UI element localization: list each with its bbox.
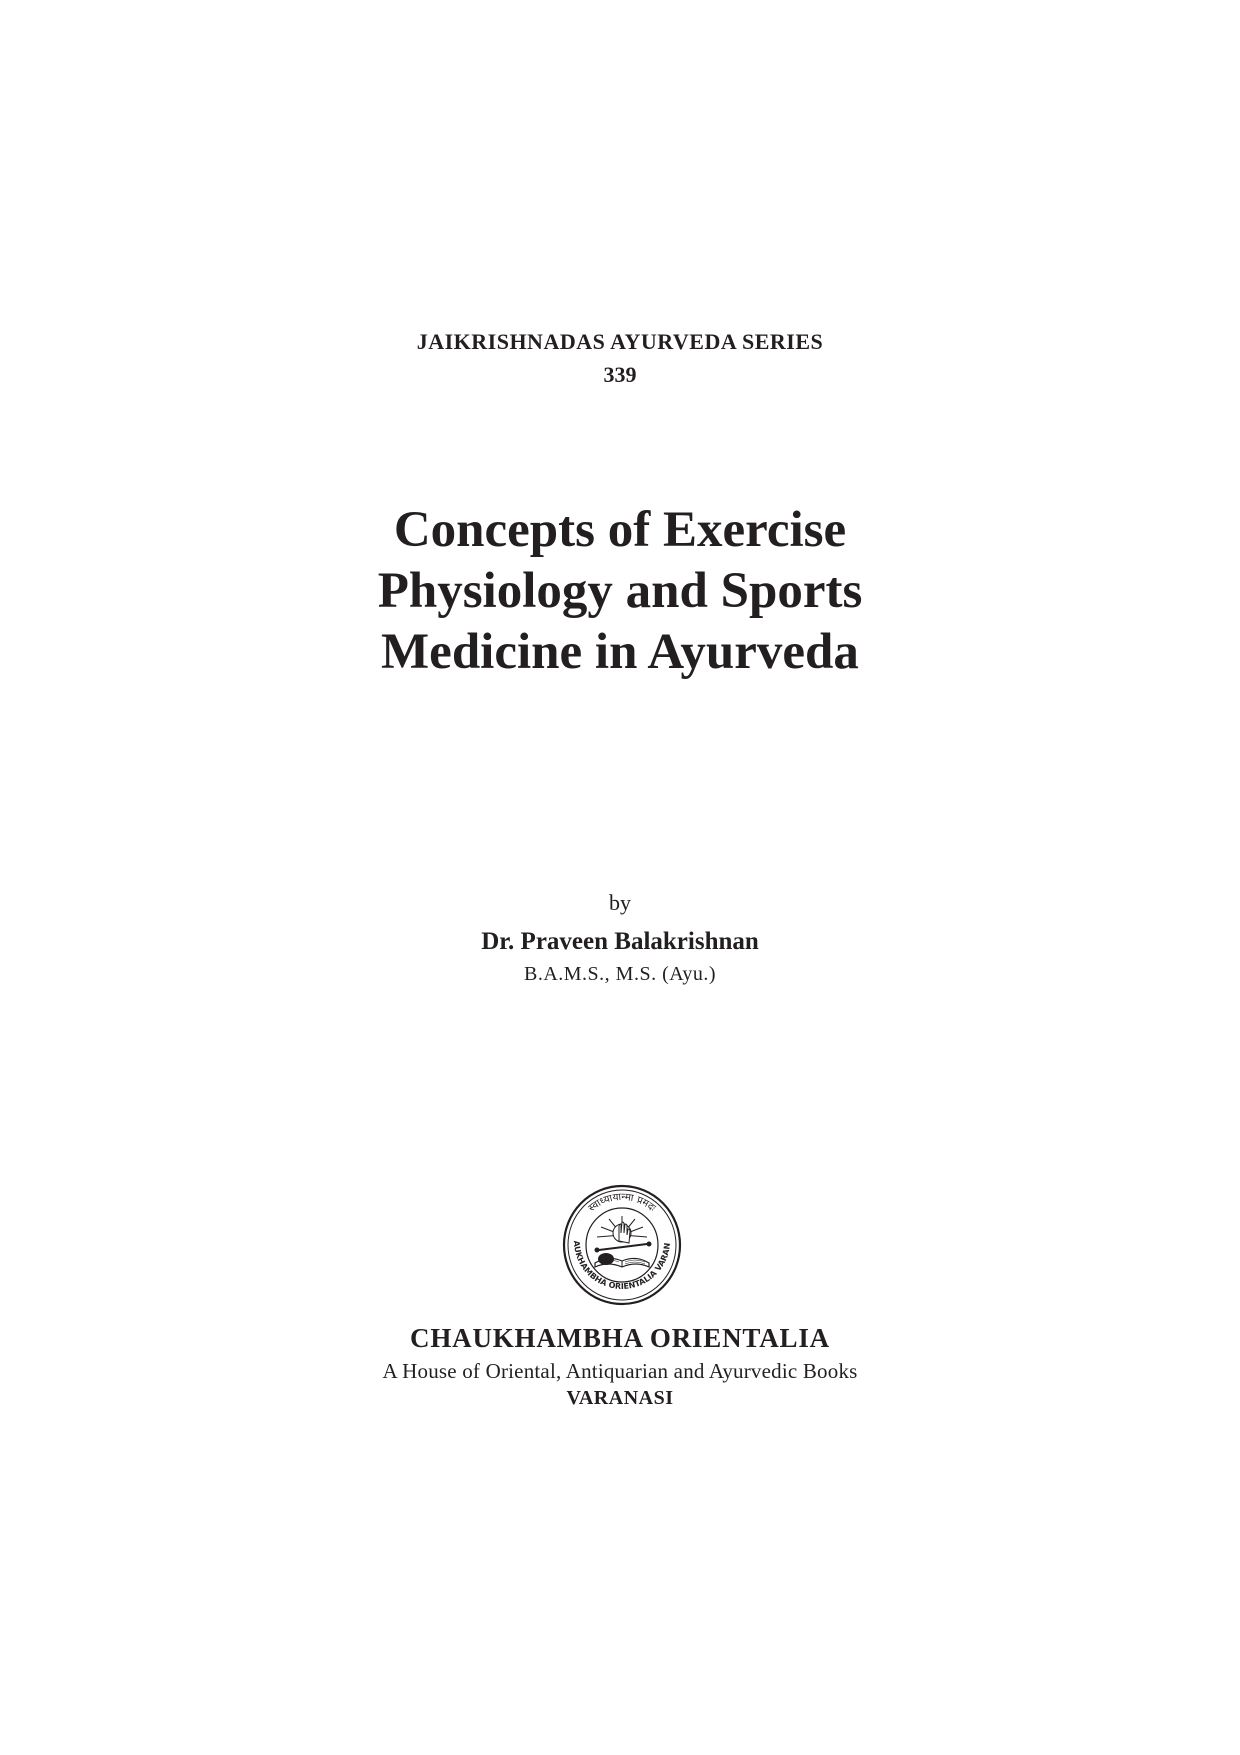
publisher-city: VARANASI <box>566 1387 674 1409</box>
by-line: by <box>609 890 631 915</box>
seal-motto: स्वाध्यायान्मा प्रमदः <box>586 1191 658 1215</box>
book-title-line: Physiology and Sports <box>377 563 863 619</box>
series-number: 339 <box>603 362 637 387</box>
author-degrees: B.A.M.S., M.S. (Ayu.) <box>523 963 717 985</box>
publisher-tagline: A House of Oriental, Antiquarian and Ayurvedic Books <box>382 1359 858 1383</box>
series-name: JAIKRISHNADAS AYURVEDA SERIES <box>416 329 824 354</box>
book-title-line: Concepts of Exercise <box>393 502 847 558</box>
publisher-seal-icon <box>561 1183 683 1307</box>
publisher-name: CHAUKHAMBHA ORIENTALIA <box>410 1323 830 1353</box>
svg-text:स्वाध्यायान्मा प्रमदः <box>586 1192 658 1215</box>
book-title <box>0 500 1240 683</box>
book-title-line: Medicine in Ayurveda <box>381 624 859 680</box>
author-name: Dr. Praveen Balakrishnan <box>481 928 759 955</box>
seal-ring-text: AUKHAMBHA ORIENTALIA VARAN <box>571 1240 673 1292</box>
